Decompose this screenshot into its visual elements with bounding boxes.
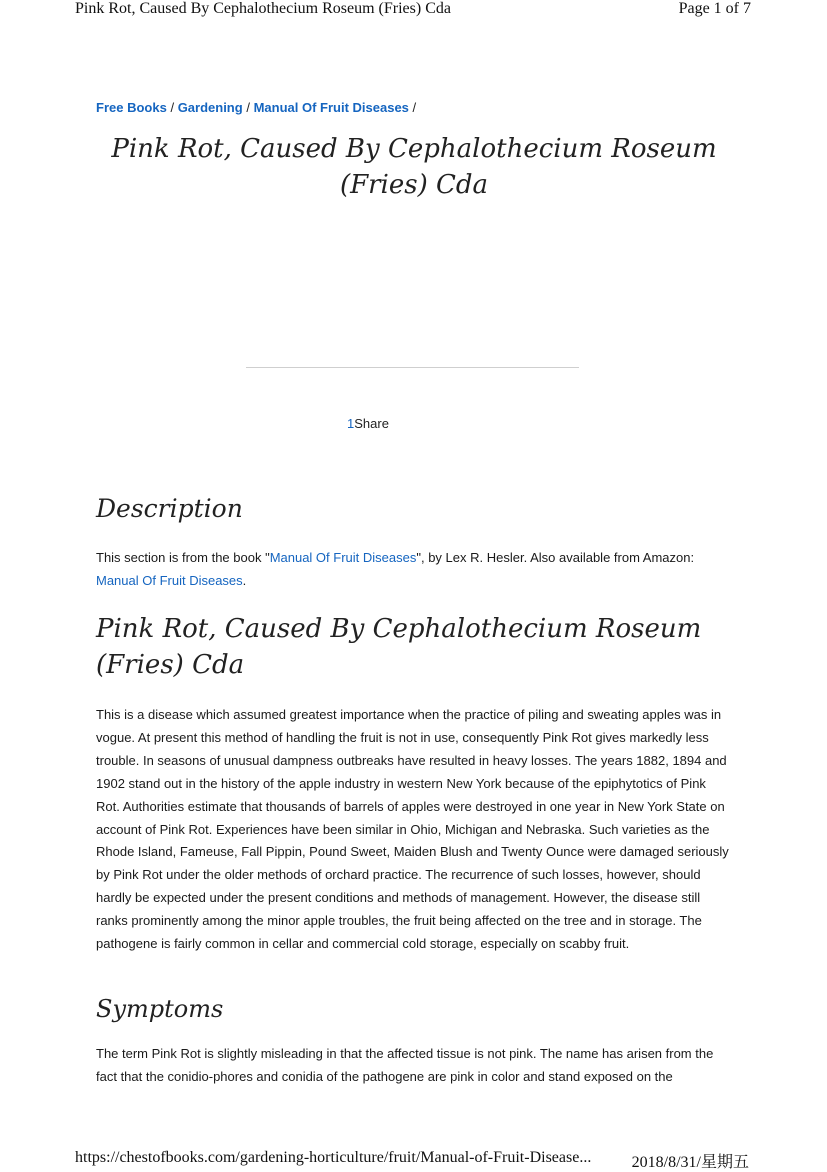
section-paragraph: This is a disease which assumed greatest importance when the practice of piling and sweating apples was in vogue. At present this method of handling the fruit is not in use, consequently Pink Rot gives markedly less trouble. In seasons of unusual dampness outbreaks have resulted in heavy losses. The years 1882, 1894 and 1902 stand out in the history of the apple industry in western New York because of the epiphytotics of Pink Rot. Authorities estimate that thousands of barrels of apples were destroyed in one year in New York State on account of Pink Rot. Experiences have been similar in Ohio, Michigan and Nebraska. Such varieties as the Rhode Island, Fameuse, Fall Pippin, Pound Sweet, Maiden Blush and Twenty Ounce were damaged seriously by Pink Rot under the older methods of orchard practice. The recurrence of such losses, however, should hardly be expected under the present conditions and methods of management. However, the disease still ranks prominently among the minor apple troubles, the fruit being affected on the tree and in storage. The pathogene is fairly common in cellar and commercial cold storage, especially on scabby fruit. [96,707,729,952]
share-label: Share [354,416,389,431]
breadcrumb-free-books[interactable]: Free Books [96,100,167,115]
breadcrumb-manual-of-fruit-diseases[interactable]: Manual Of Fruit Diseases [253,100,409,115]
divider [246,367,579,368]
share-widget[interactable] [347,416,389,431]
symptoms-heading: Symptoms [96,995,224,1023]
print-header [0,0,827,20]
book-link[interactable]: Manual Of Fruit Diseases [269,550,417,565]
section-heading: Pink Rot, Caused By Cephalothecium Roseum (Fries) Cda [96,614,702,680]
description-text: This section is from the book " [96,550,270,565]
breadcrumb-separator: / [246,100,250,115]
description-text: ", by Lex R. Hesler. Also available from Amazon: [416,550,695,565]
print-footer-date: 2018/8/31/星期五 [631,1154,749,1171]
breadcrumb [96,98,732,118]
breadcrumb-separator: / [412,100,417,115]
share-count: 1 [347,416,355,431]
symptoms-paragraph: The term Pink Rot is slightly misleading in that the affected tissue is not pink. The name has arisen from the fact that the conidio-phores and conidia of the pathogene are pink in color and stand exposed on the [96,1046,714,1084]
article [96,98,732,1084]
breadcrumb-gardening[interactable]: Gardening [177,100,243,115]
amazon-link[interactable]: Manual Of Fruit Diseases [96,573,243,588]
description-text: . [242,573,247,588]
print-header-page-number: Page 1 of 7 [678,0,751,17]
print-footer-url: https://chestofbooks.com/gardening-horticulture/fruit/Manual-of-Fruit-Disease... [75,1149,592,1166]
breadcrumb-separator: / [170,100,175,115]
print-header-title: Pink Rot, Caused By Cephalothecium Roseum (Fries) Cda [75,0,451,17]
description-paragraph [96,546,732,592]
page-title: Pink Rot, Caused By Cephalothecium Roseum (Fries) Cda [111,134,717,200]
description-heading: Description [96,494,243,523]
print-footer [0,1149,827,1169]
